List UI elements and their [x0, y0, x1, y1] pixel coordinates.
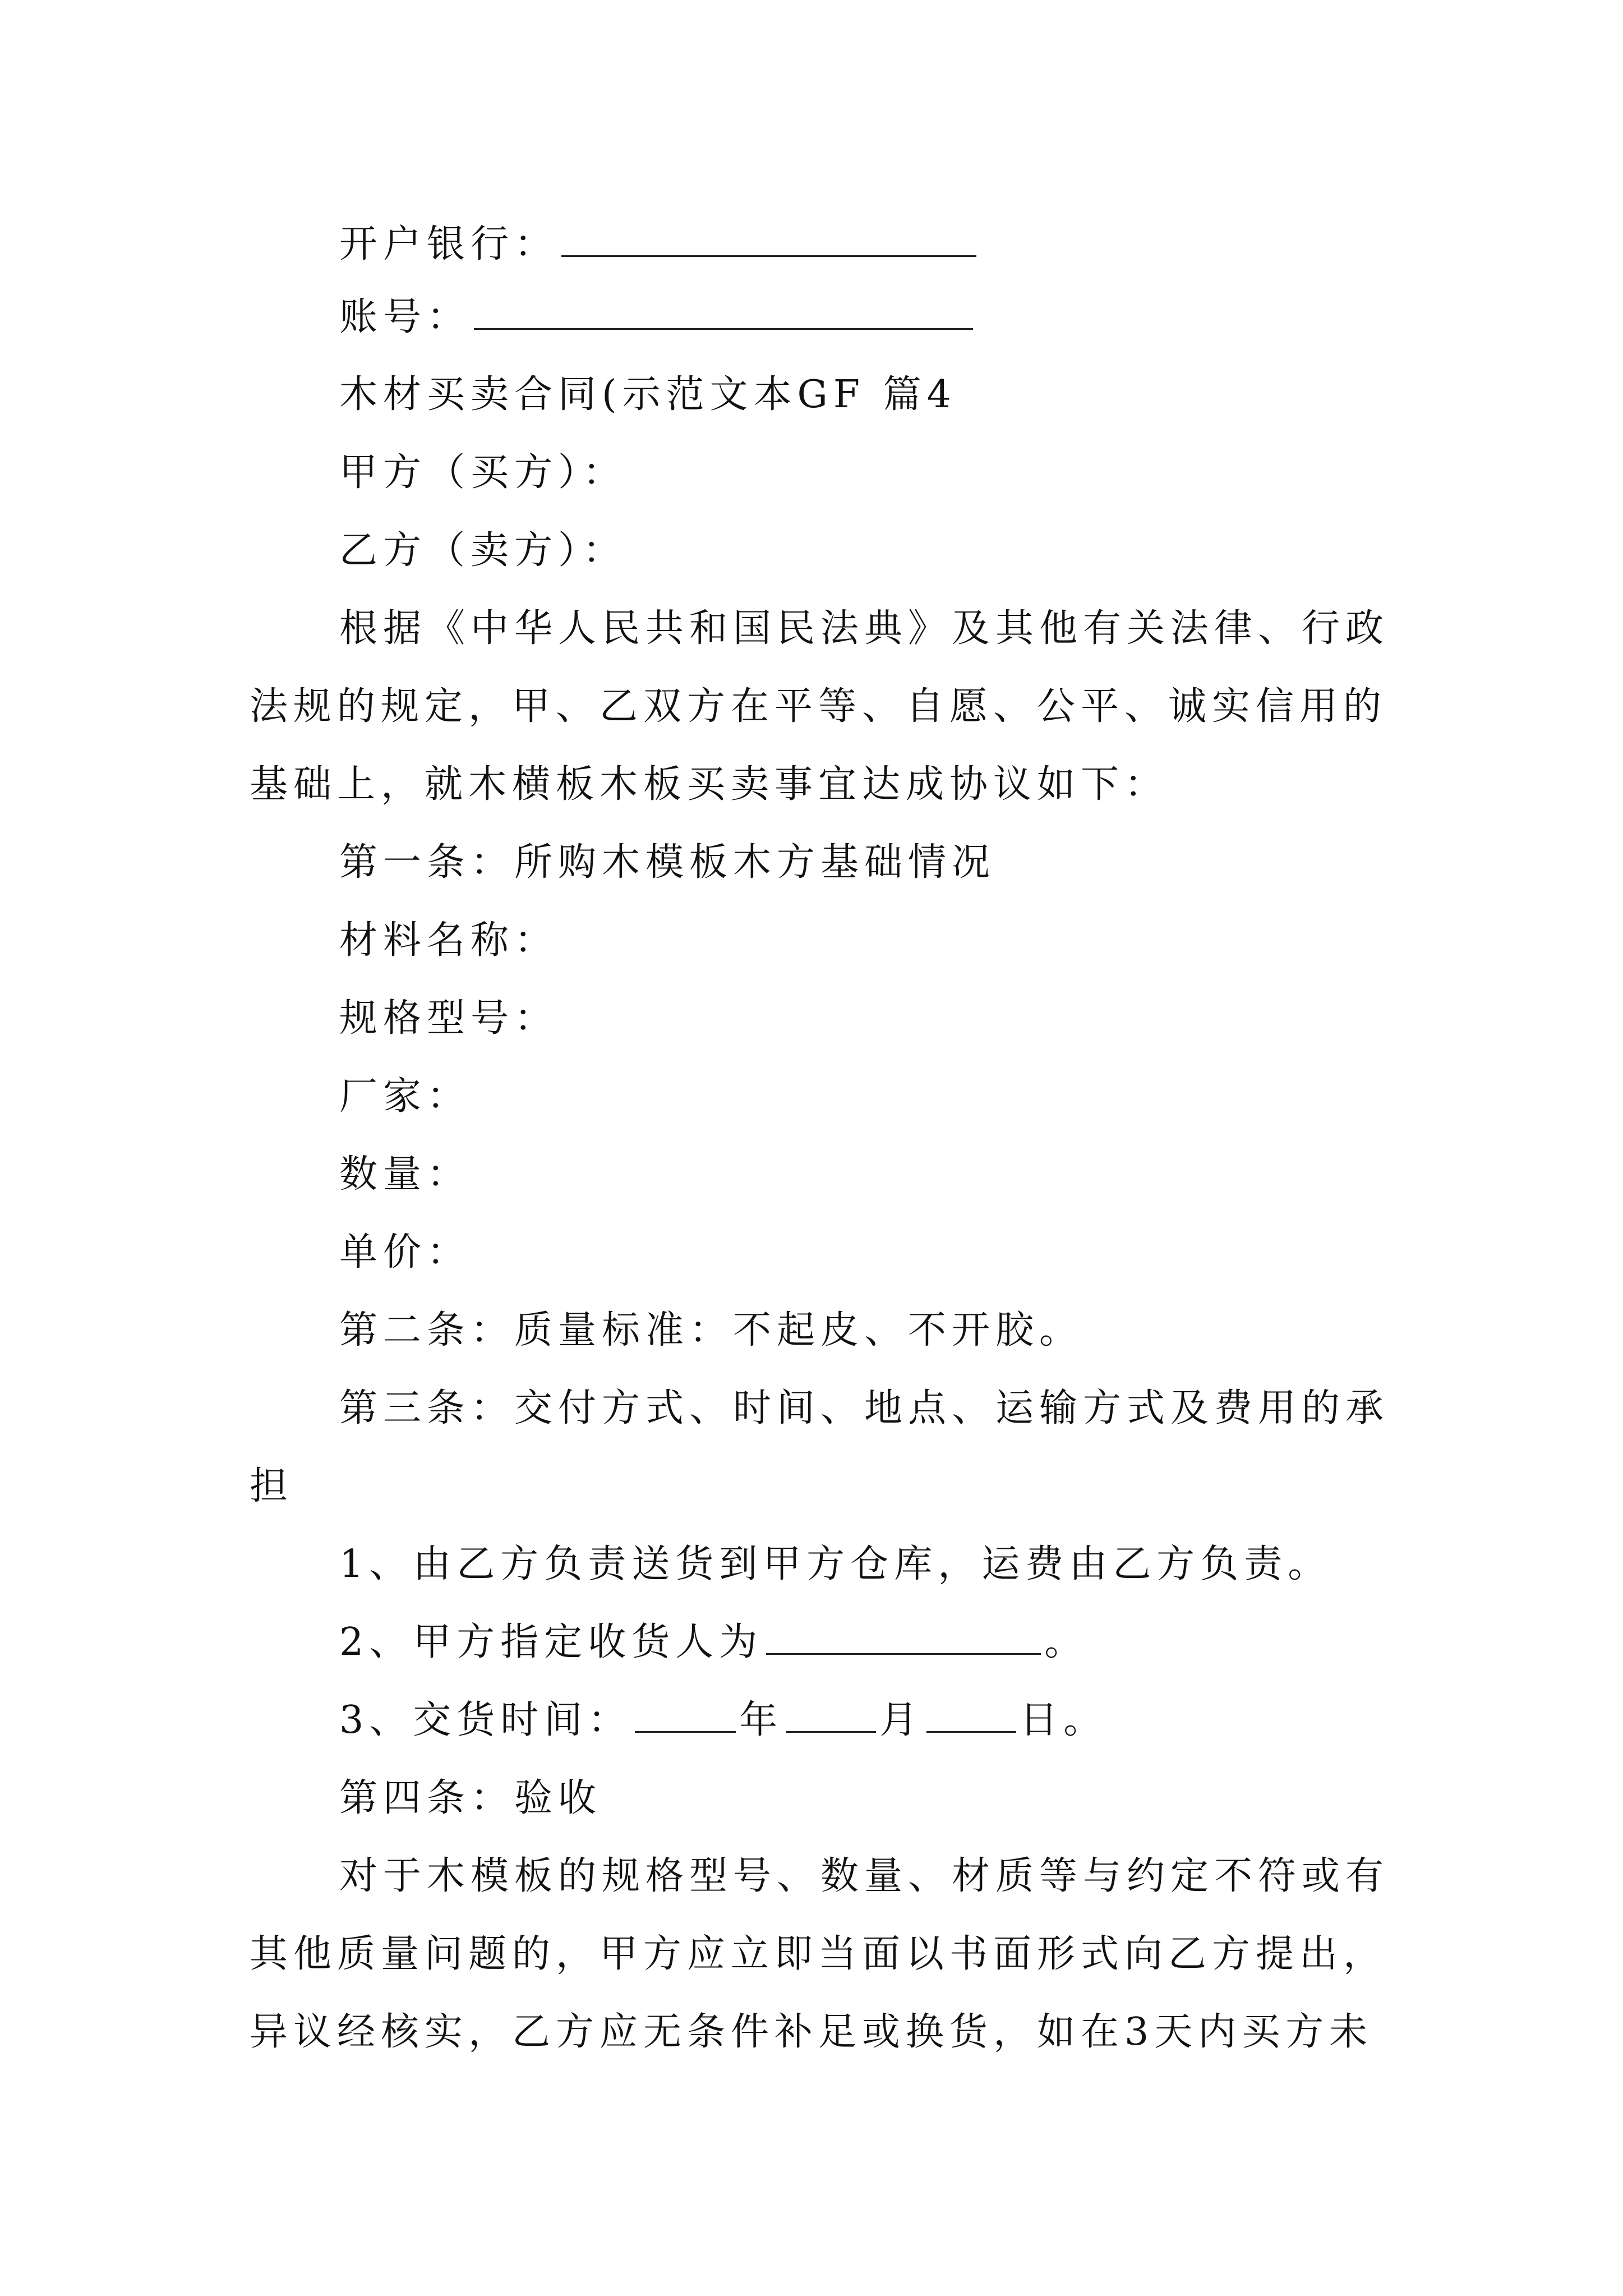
- delivery-item-3: [339, 1694, 1528, 1747]
- spec-model-line: 规格型号：: [339, 996, 559, 1041]
- account-blank: [474, 295, 973, 330]
- account-label: 账号：: [339, 295, 471, 339]
- manufacturer-line: 厂家：: [339, 1074, 471, 1119]
- acceptance-line-1: 对于木模板的规格型号、数量、材质等与约定不符或有: [339, 1854, 1390, 1898]
- day-blank: [926, 1697, 1016, 1733]
- bank-blank: [561, 222, 976, 257]
- bank-label: 开户银行：: [339, 222, 559, 266]
- article-3-line-1: 第三条：交付方式、时间、地点、运输方式及费用的承: [339, 1386, 1390, 1430]
- item-2-text: 2、甲方指定收货人为: [339, 1620, 763, 1664]
- delivery-item-2: [339, 1616, 1528, 1669]
- receiver-blank: [766, 1619, 1041, 1655]
- account-line: [339, 291, 1528, 344]
- item-2-period: 。: [1044, 1620, 1089, 1664]
- bank-line: [339, 218, 1528, 272]
- material-name-line: 材料名称：: [339, 918, 559, 963]
- article-4-heading: 第四条：验收: [339, 1776, 602, 1820]
- contract-heading: 木材买卖合同(示范文本GF 篇4: [339, 372, 957, 417]
- acceptance-line-3: 异议经核实，乙方应无条件补足或换货，如在3天内买方未: [250, 2010, 1373, 2054]
- month-label: 月: [879, 1698, 924, 1742]
- delivery-item-1: 1、由乙方负责送货到甲方仓库，运费由乙方负责。: [339, 1542, 1332, 1586]
- quantity-line: 数量：: [339, 1152, 471, 1197]
- party-b-line: 乙方（卖方）：: [339, 528, 627, 573]
- acceptance-line-2: 其他质量问题的，甲方应立即当面以书面形式向乙方提出，: [250, 1932, 1387, 1976]
- item-3-text: 3、交货时间：: [339, 1698, 632, 1742]
- unit-price-line: 单价：: [339, 1230, 471, 1274]
- year-blank: [635, 1697, 736, 1733]
- party-a-line: 甲方（买方）：: [339, 450, 627, 495]
- preamble-line-1: 根据《中华人民共和国民法典》及其他有关法律、行政: [339, 606, 1390, 651]
- article-2-line: 第二条：质量标准：不起皮、不开胶。: [339, 1308, 1083, 1352]
- preamble-line-2: 法规的规定，甲、乙双方在平等、自愿、公平、诚实信用的: [250, 684, 1387, 729]
- article-1-heading: 第一条：所购木模板木方基础情况: [339, 840, 996, 885]
- day-label: 日。: [1020, 1698, 1108, 1742]
- preamble-line-3: 基础上，就木横板木板买卖事宜达成协议如下：: [250, 762, 1169, 807]
- year-label: 年: [739, 1698, 783, 1742]
- month-blank: [786, 1697, 876, 1733]
- article-3-line-2: 担: [250, 1464, 294, 1508]
